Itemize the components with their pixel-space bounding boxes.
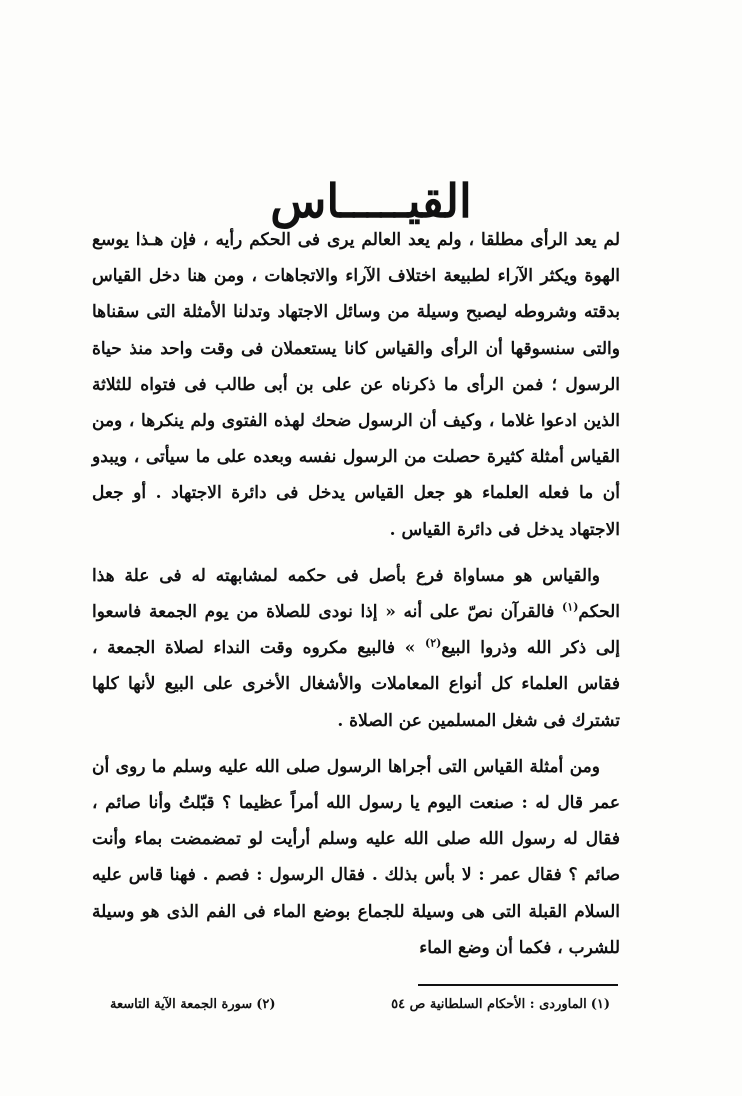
paragraph-2-part-2: فالقرآن نصّ على أنه « إذا نودى للصلاة من يوم الجمعة فاسعوا إلى ذكر الله وذروا البيع: [92, 602, 620, 659]
page-title: القيـــــاس: [270, 173, 472, 228]
footnote-2-number: (٢): [256, 997, 276, 1012]
paragraph-1: لم يعد الرأى مطلقا ، ولم يعد العالم يرى فى الحكم رأيه ، فإن هـذا يوسع الهوة ويكثر الآراء لطبيعة اختلاف الآراء والاتجاهات ، ومن هنا دخل القياس بدقته وشروطه ليصبح وسيلة من وسائل الاجتهاد وتدلنا الأمثلة التى سقناها والتى سنسوقها أن الرأى والقياس كانا يستعملان فى وقت واحد منذ حياة الرسول ؛ فمن الرأى ما ذكرناه عن على بن أبى طالب فى فتواه للثلاثة الذين ادعوا غلاما ، وكيف أن الرسول ضحك لهذه الفتوى ولم ينكرها ، ومن القياس أمثلة كثيرة حصلت من الرسول نفسه وبعده على ما سيأتى ، ويبدو أن ما فعله العلماء هو جعل القياس يدخل فى دائرة الاجتهاد . أو جعل الاجتهاد يدخل فى دائرة القياس .: [92, 230, 620, 540]
footnote-1-number: (١): [590, 997, 610, 1012]
footnote-1: [391, 994, 610, 1016]
footnote-1-text: الماوردى : الأحكام السلطانية ص ٥٤: [391, 997, 587, 1012]
footnote-divider: [418, 984, 618, 986]
body-text: [92, 222, 620, 966]
paragraph-3: ومن أمثلة القياس التى أجراها الرسول صلى الله عليه وسلم ما روى أن عمر قال له : صنعت اليوم يا رسول الله أمراً عظيما ؟ قبّلتُ وأنا صائم ، فقال له رسول الله صلى الله عليه وسلم أرأيت لو تمضمضت بماء وأنت صائم ؟ فقال عمر : لا بأس بذلك . فقال الرسول : فصم . فهنا قاس عليه السلام القبلة التى هى وسيلة للجماع بوضع الماء فى الفم الذى هو وسيلة للشرب ، فكما أن وضع الماء: [92, 756, 620, 958]
footnote-2: [110, 994, 276, 1016]
paragraph-2-part-1: والقياس هو مساواة فرع بأصل فى حكمه لمشابهته له فى علة هذا الحكم: [92, 565, 620, 623]
paragraph-2-part-3: » فالبيع مكروه وقت النداء لصلاة الجمعة ، فقاس العلماء كل أنواع المعاملات والأشغال الأخرى على البيع لأنها كلها تشترك فى شغل المسلمين عن الصلاة .: [92, 638, 620, 731]
footnote-ref-2: (٢): [425, 636, 442, 650]
paragraph-2: [92, 558, 620, 739]
footnote-ref-1: (١): [562, 600, 579, 614]
footnotes: [110, 994, 610, 1016]
footnote-2-text: سورة الجمعة الآية التاسعة: [110, 997, 253, 1012]
